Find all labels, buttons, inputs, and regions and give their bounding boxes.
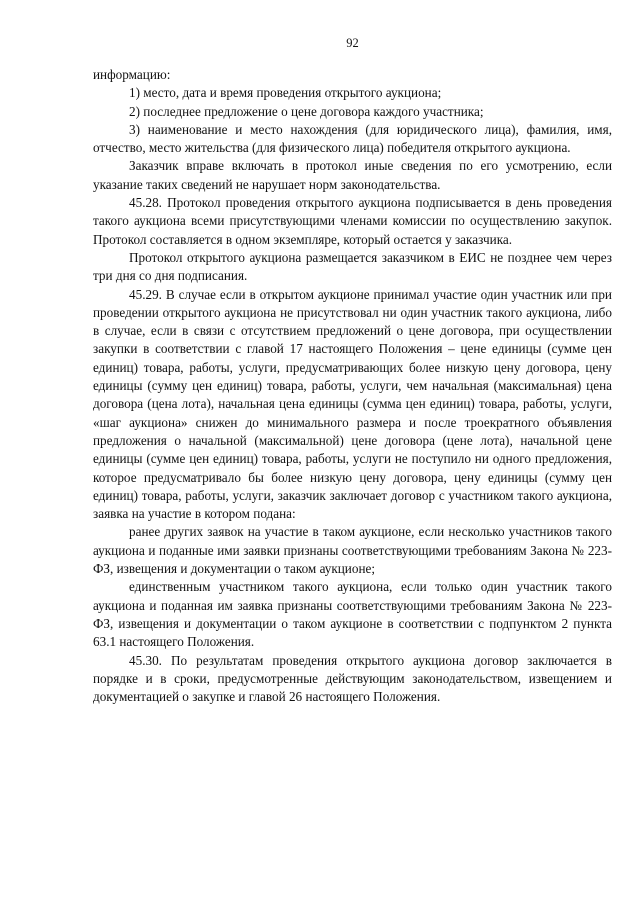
paragraph: 45.30. По результатам проведения открытого аукциона договор заключается в порядке и в сроки, предусмотренные действующим законодательством, извещением и документацией о закупке и главой 26 настоящего Положения.: [93, 652, 612, 705]
page-number: 92: [346, 36, 359, 50]
paragraph: 45.29. В случае если в открытом аукционе принимал участие один участник или при проведении открытого аукциона не присутствовал ни один участник такого аукциона, либо в случае, если в связи с отсутствием предложений о цене договора, при осуществлении закупки в соответствии с главой 17 настоящего Положения – цене единицы (сумме цен единиц) товара, работы, услуги, предусматривающих более низкую цену договора, цену единицы (сумму цен единиц) товара, работы, услуги, чем начальная (максимальная) цена договора (цена лота), начальная цена единицы (сумма цен единиц) товара, работы, услуги, «шаг аукциона» снижен до минимального размера и после троекратного объявления предложения о начальной (максимальной) цене договора (цене лота), начальной цене единицы (сумме цен единиц) товара, работы, услуги не поступило ни одного предложения, которое предусматривало бы более низкую цену договора, цену единицы (сумму цен единиц) товара, работы, услуги, заказчик заключает договор с участником такого аукциона, заявка на участие в котором подана:: [93, 286, 612, 522]
paragraph: Заказчик вправе включать в протокол иные сведения по его усмотрению, если указание таких сведений не нарушает норм законодательства.: [93, 158, 612, 192]
body-text: [93, 66, 612, 706]
paragraph: единственным участником такого аукциона, если только один участник такого аукциона и поданная им заявка признаны соответствующими требованиям Закона № 223-ФЗ, извещения и документации о таком аукционе в соответствии с подпунктом 2 пункта 63.1 настоящего Положения.: [93, 579, 612, 650]
paragraph: 3) наименование и место нахождения (для юридического лица), фамилия, имя, отчество, место жительства (для физического лица) победителя открытого аукциона.: [93, 121, 612, 156]
paragraph: 2) последнее предложение о цене договора каждого участника;: [129, 103, 484, 119]
paragraph: ранее других заявок на участие в таком аукционе, если несколько участников такого аукциона и поданные ими заявки признаны соответствующими требованиям Закона № 223-ФЗ, извещения и документации о таком аукционе;: [93, 524, 612, 577]
paragraph: 45.28. Протокол проведения открытого аукциона подписывается в день проведения такого аукциона всеми присутствующими членами комиссии по осуществлению закупок. Протокол составляется в одном экземпляре, который остается у заказчика.: [93, 195, 612, 247]
paragraph: Протокол открытого аукциона размещается заказчиком в ЕИС не позднее чем через три дня со дня подписания.: [93, 249, 612, 284]
paragraph: информацию:: [93, 67, 171, 82]
paragraph: 1) место, дата и время проведения открытого аукциона;: [129, 85, 442, 101]
